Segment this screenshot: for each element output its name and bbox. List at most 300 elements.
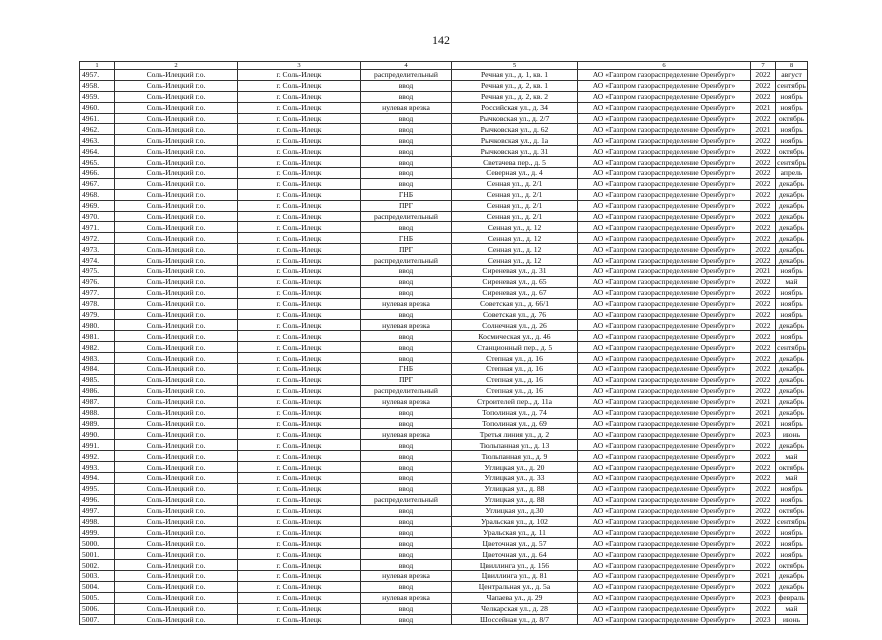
organization: АО «Газпром газораспределение Оренбург» [578,222,751,233]
district: Соль-Илецкий г.о. [115,385,238,396]
work-type: ввод [361,353,452,364]
work-type: ввод [361,516,452,527]
row-number: 4999. [80,527,115,538]
work-type: ввод [361,287,452,298]
district: Соль-Илецкий г.о. [115,342,238,353]
settlement: г. Соль-Илецк [238,113,361,124]
table-row [80,581,808,592]
address: Советская ул., д. 66/1 [452,298,578,309]
table-row [80,178,808,189]
row-number: 4970. [80,211,115,222]
settlement: г. Соль-Илецк [238,102,361,113]
row-number: 4965. [80,157,115,168]
row-number: 4975. [80,266,115,277]
settlement: г. Соль-Илецк [238,309,361,320]
organization: АО «Газпром газораспределение Оренбург» [578,451,751,462]
organization: АО «Газпром газораспределение Оренбург» [578,364,751,375]
work-type: ввод [361,157,452,168]
table-row [80,309,808,320]
work-type: ввод [361,80,452,91]
work-type: ввод [361,222,452,233]
organization: АО «Газпром газораспределение Оренбург» [578,331,751,342]
address: Северная ул., д. 4 [452,168,578,179]
district: Соль-Илецкий г.о. [115,331,238,342]
work-type: ПРГ [361,244,452,255]
row-number: 4998. [80,516,115,527]
row-number: 5006. [80,603,115,614]
month: октябрь [776,146,808,157]
organization: АО «Газпром газораспределение Оренбург» [578,592,751,603]
year: 2022 [751,113,776,124]
address: Тюльпанная ул., д. 9 [452,451,578,462]
year: 2021 [751,418,776,429]
address: Советская ул., д. 76 [452,309,578,320]
address: Углицкая ул., д. 88 [452,483,578,494]
settlement: г. Соль-Илецк [238,549,361,560]
work-type: нулевая врезка [361,320,452,331]
column-number: 3 [238,62,361,70]
work-type: ввод [361,483,452,494]
address: Углицкая ул., д. 33 [452,472,578,483]
settlement: г. Соль-Илецк [238,494,361,505]
year: 2022 [751,603,776,614]
month: ноябрь [776,266,808,277]
row-number: 5001. [80,549,115,560]
district: Соль-Илецкий г.о. [115,320,238,331]
month: декабрь [776,570,808,581]
settlement: г. Соль-Илецк [238,353,361,364]
table-row [80,266,808,277]
organization: АО «Газпром газораспределение Оренбург» [578,603,751,614]
table-row [80,407,808,418]
table-row [80,527,808,538]
district: Соль-Илецкий г.о. [115,298,238,309]
year: 2022 [751,505,776,516]
work-type: распределительный [361,255,452,266]
work-type: ввод [361,276,452,287]
settlement: г. Соль-Илецк [238,200,361,211]
settlement: г. Соль-Илецк [238,124,361,135]
column-number: 6 [578,62,751,70]
settlement: г. Соль-Илецк [238,451,361,462]
table-row [80,429,808,440]
settlement: г. Соль-Илецк [238,222,361,233]
settlement: г. Соль-Илецк [238,581,361,592]
work-type: ввод [361,505,452,516]
settlement: г. Соль-Илецк [238,342,361,353]
address: Сенная ул., д. 2/1 [452,200,578,211]
month: декабрь [776,407,808,418]
district: Соль-Илецкий г.о. [115,287,238,298]
row-number: 4993. [80,462,115,473]
row-number: 4985. [80,374,115,385]
column-number: 7 [751,62,776,70]
district: Соль-Илецкий г.о. [115,276,238,287]
settlement: г. Соль-Илецк [238,331,361,342]
month: декабрь [776,385,808,396]
district: Соль-Илецкий г.о. [115,266,238,277]
settlement: г. Соль-Илецк [238,429,361,440]
work-type: ввод [361,472,452,483]
district: Соль-Илецкий г.о. [115,244,238,255]
address: Тополиная ул., д. 69 [452,418,578,429]
month: октябрь [776,462,808,473]
year: 2022 [751,527,776,538]
year: 2022 [751,211,776,222]
organization: АО «Газпром газораспределение Оренбург» [578,407,751,418]
organization: АО «Газпром газораспределение Оренбург» [578,70,751,81]
settlement: г. Соль-Илецк [238,560,361,571]
table-row [80,211,808,222]
year: 2022 [751,483,776,494]
month: ноябрь [776,124,808,135]
year: 2022 [751,462,776,473]
work-type: ввод [361,614,452,625]
address: Углицкая ул., д. 20 [452,462,578,473]
organization: АО «Газпром газораспределение Оренбург» [578,527,751,538]
organization: АО «Газпром газораспределение Оренбург» [578,483,751,494]
organization: АО «Газпром газораспределение Оренбург» [578,276,751,287]
year: 2023 [751,592,776,603]
row-number: 4983. [80,353,115,364]
month: декабрь [776,440,808,451]
month: ноябрь [776,91,808,102]
year: 2022 [751,91,776,102]
table-row [80,244,808,255]
work-type: ПРГ [361,374,452,385]
organization: АО «Газпром газораспределение Оренбург» [578,255,751,266]
row-number: 5007. [80,614,115,625]
row-number: 4957. [80,70,115,81]
table-row [80,146,808,157]
month: май [776,451,808,462]
row-number: 4959. [80,91,115,102]
month: декабрь [776,364,808,375]
row-number: 4996. [80,494,115,505]
district: Соль-Илецкий г.о. [115,374,238,385]
work-type: ввод [361,418,452,429]
year: 2022 [751,178,776,189]
district: Соль-Илецкий г.о. [115,516,238,527]
organization: АО «Газпром газораспределение Оренбург» [578,418,751,429]
year: 2022 [751,200,776,211]
organization: АО «Газпром газораспределение Оренбург» [578,320,751,331]
table-row [80,494,808,505]
address: Рычковская ул., д. 2/7 [452,113,578,124]
year: 2022 [751,276,776,287]
month: апрель [776,168,808,179]
row-number: 4995. [80,483,115,494]
address: Сиреневая ул., д. 31 [452,266,578,277]
row-number: 4961. [80,113,115,124]
work-type: ввод [361,331,452,342]
table-row [80,135,808,146]
year: 2022 [751,364,776,375]
organization: АО «Газпром газораспределение Оренбург» [578,146,751,157]
district: Соль-Илецкий г.о. [115,494,238,505]
table-row [80,396,808,407]
table-row [80,157,808,168]
settlement: г. Соль-Илецк [238,70,361,81]
organization: АО «Газпром газораспределение Оренбург» [578,124,751,135]
organization: АО «Газпром газораспределение Оренбург» [578,385,751,396]
settlement: г. Соль-Илецк [238,146,361,157]
table-row [80,549,808,560]
month: февраль [776,592,808,603]
address: Российская ул., д. 34 [452,102,578,113]
work-type: ввод [361,113,452,124]
settlement: г. Соль-Илецк [238,91,361,102]
row-number: 4974. [80,255,115,266]
organization: АО «Газпром газораспределение Оренбург» [578,353,751,364]
address: Цветочная ул., д. 57 [452,538,578,549]
address: Цветочная ул., д. 64 [452,549,578,560]
settlement: г. Соль-Илецк [238,320,361,331]
month: ноябрь [776,538,808,549]
month: октябрь [776,113,808,124]
row-number: 4986. [80,385,115,396]
district: Соль-Илецкий г.о. [115,462,238,473]
settlement: г. Соль-Илецк [238,407,361,418]
address: Степная ул., д. 16 [452,364,578,375]
address: Космическая ул., д. 46 [452,331,578,342]
table-row [80,483,808,494]
organization: АО «Газпром газораспределение Оренбург» [578,494,751,505]
district: Соль-Илецкий г.о. [115,124,238,135]
year: 2023 [751,429,776,440]
table-row [80,124,808,135]
table-row [80,233,808,244]
work-type: нулевая врезка [361,570,452,581]
year: 2021 [751,266,776,277]
month: ноябрь [776,287,808,298]
address: Центральная ул., д. 5а [452,581,578,592]
year: 2022 [751,342,776,353]
year: 2022 [751,146,776,157]
month: декабрь [776,320,808,331]
year: 2021 [751,102,776,113]
row-number: 4984. [80,364,115,375]
district: Соль-Илецкий г.о. [115,113,238,124]
row-number: 4989. [80,418,115,429]
district: Соль-Илецкий г.о. [115,211,238,222]
row-number: 4967. [80,178,115,189]
settlement: г. Соль-Илецк [238,276,361,287]
settlement: г. Соль-Илецк [238,440,361,451]
table-row [80,560,808,571]
month: май [776,472,808,483]
year: 2021 [751,407,776,418]
district: Соль-Илецкий г.о. [115,200,238,211]
district: Соль-Илецкий г.о. [115,418,238,429]
year: 2022 [751,222,776,233]
work-type: ввод [361,603,452,614]
table-row [80,353,808,364]
settlement: г. Соль-Илецк [238,211,361,222]
address: Углицкая ул., д.30 [452,505,578,516]
organization: АО «Газпром газораспределение Оренбург» [578,581,751,592]
work-type: ввод [361,560,452,571]
row-number: 4981. [80,331,115,342]
work-type: распределительный [361,385,452,396]
work-type: ввод [361,168,452,179]
organization: АО «Газпром газораспределение Оренбург» [578,168,751,179]
year: 2023 [751,614,776,625]
work-type: ГНБ [361,189,452,200]
gasification-table [79,61,808,625]
organization: АО «Газпром газораспределение Оренбург» [578,309,751,320]
year: 2022 [751,560,776,571]
table-row [80,189,808,200]
address: Уральская ул., д. 11 [452,527,578,538]
district: Соль-Илецкий г.о. [115,353,238,364]
year: 2022 [751,320,776,331]
table-row [80,80,808,91]
row-number: 4994. [80,472,115,483]
settlement: г. Соль-Илецк [238,396,361,407]
row-number: 4964. [80,146,115,157]
district: Соль-Илецкий г.о. [115,364,238,375]
year: 2022 [751,472,776,483]
table-row [80,255,808,266]
work-type: ввод [361,91,452,102]
table-row [80,298,808,309]
district: Соль-Илецкий г.о. [115,603,238,614]
district: Соль-Илецкий г.о. [115,538,238,549]
work-type: нулевая врезка [361,429,452,440]
year: 2022 [751,168,776,179]
year: 2022 [751,189,776,200]
address: Рычковская ул., д. 31 [452,146,578,157]
work-type: нулевая врезка [361,102,452,113]
work-type: ввод [361,462,452,473]
year: 2021 [751,396,776,407]
year: 2022 [751,157,776,168]
district: Соль-Илецкий г.о. [115,527,238,538]
column-number: 8 [776,62,808,70]
table-row [80,364,808,375]
work-type: нулевая врезка [361,298,452,309]
month: ноябрь [776,527,808,538]
table-row [80,320,808,331]
row-number: 5005. [80,592,115,603]
address: Углицкая ул., д. 88 [452,494,578,505]
address: Речная ул., д. 2, кв. 2 [452,91,578,102]
year: 2022 [751,353,776,364]
address: Третья линия ул., д. 2 [452,429,578,440]
settlement: г. Соль-Илецк [238,614,361,625]
district: Соль-Илецкий г.о. [115,168,238,179]
table-row [80,200,808,211]
table-row [80,70,808,81]
organization: АО «Газпром газораспределение Оренбург» [578,462,751,473]
organization: АО «Газпром газораспределение Оренбург» [578,570,751,581]
year: 2022 [751,80,776,91]
table-row [80,505,808,516]
district: Соль-Илецкий г.о. [115,429,238,440]
address: Цвиллинга ул., д. 156 [452,560,578,571]
district: Соль-Илецкий г.о. [115,560,238,571]
work-type: ввод [361,309,452,320]
month: сентябрь [777,342,806,352]
work-type: ПРГ [361,200,452,211]
table-row [80,418,808,429]
settlement: г. Соль-Илецк [238,157,361,168]
district: Соль-Илецкий г.о. [115,222,238,233]
row-number: 5000. [80,538,115,549]
month: август [776,70,808,81]
district: Соль-Илецкий г.о. [115,102,238,113]
address: Речная ул., д. 2, кв. 1 [452,80,578,91]
settlement: г. Соль-Илецк [238,364,361,375]
table-row [80,472,808,483]
row-number: 4992. [80,451,115,462]
row-number: 4990. [80,429,115,440]
row-number: 4963. [80,135,115,146]
work-type: ввод [361,451,452,462]
settlement: г. Соль-Илецк [238,472,361,483]
year: 2022 [751,255,776,266]
organization: АО «Газпром газораспределение Оренбург» [578,91,751,102]
organization: АО «Газпром газораспределение Оренбург» [578,560,751,571]
organization: АО «Газпром газораспределение Оренбург» [578,135,751,146]
organization: АО «Газпром газораспределение Оренбург» [578,516,751,527]
settlement: г. Соль-Илецк [238,244,361,255]
table-row [80,516,808,527]
work-type: ввод [361,266,452,277]
work-type: ввод [361,146,452,157]
month: декабрь [776,255,808,266]
row-number: 4969. [80,200,115,211]
district: Соль-Илецкий г.о. [115,309,238,320]
month: ноябрь [776,549,808,560]
address: Сенная ул., д. 12 [452,255,578,266]
address: Челкарская ул., д. 28 [452,603,578,614]
table-row [80,287,808,298]
table-row [80,102,808,113]
column-number: 2 [115,62,238,70]
address: Станционный пер., д. 5 [452,342,578,353]
address: Тюльпанная ул., д. 13 [452,440,578,451]
organization: АО «Газпром газораспределение Оренбург» [578,374,751,385]
work-type: ввод [361,124,452,135]
year: 2022 [751,233,776,244]
settlement: г. Соль-Илецк [238,80,361,91]
settlement: г. Соль-Илецк [238,255,361,266]
address: Уральская ул., д. 102 [452,516,578,527]
month: ноябрь [776,309,808,320]
year: 2022 [751,538,776,549]
organization: АО «Газпром газораспределение Оренбург» [578,157,751,168]
district: Соль-Илецкий г.о. [115,80,238,91]
row-number: 4972. [80,233,115,244]
work-type: ввод [361,538,452,549]
year: 2021 [751,570,776,581]
table-row [80,113,808,124]
organization: АО «Газпром газораспределение Оренбург» [578,211,751,222]
row-number: 4971. [80,222,115,233]
organization: АО «Газпром газораспределение Оренбург» [578,440,751,451]
year: 2022 [751,494,776,505]
page-number: 142 [432,33,450,47]
organization: АО «Газпром газораспределение Оренбург» [578,80,751,91]
row-number: 4987. [80,396,115,407]
work-type: ввод [361,440,452,451]
address: Цвиллинга ул., д. 81 [452,570,578,581]
settlement: г. Соль-Илецк [238,298,361,309]
month: ноябрь [776,483,808,494]
month: декабрь [776,211,808,222]
